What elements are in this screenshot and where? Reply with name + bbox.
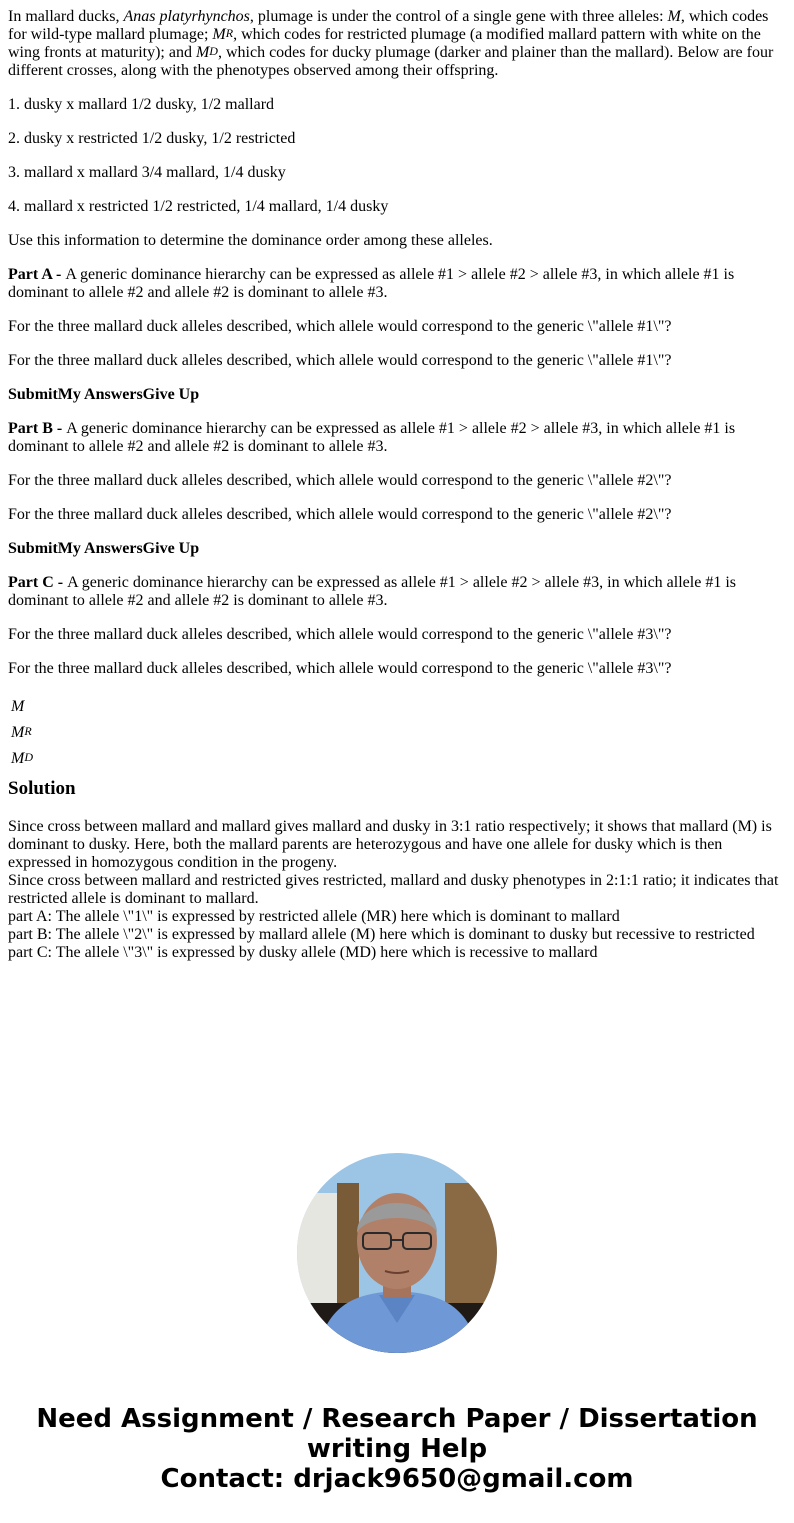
part-a-label: Part A - [8, 266, 66, 283]
solution-text [8, 818, 784, 962]
author-avatar [297, 1153, 497, 1353]
cross-2: 2. dusky x restricted 1/2 dusky, 1/2 restricted [8, 130, 296, 147]
allele-mr: $M^R$ [212, 26, 234, 43]
part-a-actions[interactable]: SubmitMy AnswersGive Up [8, 386, 200, 403]
footer-banner [0, 1404, 794, 1494]
answer-options [11, 694, 784, 772]
part-c-label: Part C - [8, 574, 68, 591]
part-a-question-repeat: For the three mallard duck alleles described, which allele would correspond to the generic \"allele #1\"? [8, 352, 672, 369]
document-body [8, 8, 784, 962]
solution-line: part C: The allele \"3\" is expressed by dusky allele (MD) here which is recessive to mallard [8, 944, 598, 961]
solution-line: part A: The allele \"1\" is expressed by restricted allele (MR) here which is dominant to mallard [8, 908, 620, 925]
use-info-text: Use this information to determine the dominance order among these alleles. [8, 232, 493, 249]
part-c-question: For the three mallard duck alleles described, which allele would correspond to the generic \"allele #3\"? [8, 626, 672, 643]
part-b-actions[interactable]: SubmitMy AnswersGive Up [8, 540, 200, 557]
part-b-intro: Part B - A generic dominance hierarchy can be expressed as allele #1 > allele #2 > allele #3, in which allele #1 is dominant to allele #2 and allele #2 is dominant to allele #3. [8, 420, 736, 455]
portrait-image [297, 1153, 497, 1353]
option-md[interactable]: $M^D$ [11, 750, 33, 767]
part-b-label: Part B - [8, 420, 67, 437]
cross-4: 4. mallard x restricted 1/2 restricted, 1/4 mallard, 1/4 dusky [8, 198, 389, 215]
allele-md: $M^D$ [195, 44, 218, 61]
solution-heading: Solution [8, 778, 76, 799]
footer-line: Need Assignment / Research Paper / Dissertation [36, 1404, 758, 1434]
part-c-question-repeat: For the three mallard duck alleles described, which allele would correspond to the generic \"allele #3\"? [8, 660, 672, 677]
intro-paragraph: In mallard ducks, Anas platyrhynchos, plumage is under the control of a single gene with three alleles: M, which codes for wild-type mallard plumage; $M^R$, which codes for restricted plumage (a modified mallard pattern with white on the wing fronts at maturity); and $M^D$, which codes for ducky plumage (darker and plainer than the mallard). Below are four different crosses, along with the phenotypes observed among their offspring. [8, 8, 774, 79]
footer-line: writing Help [306, 1434, 488, 1464]
option-mr[interactable]: $M^R$ [11, 724, 32, 741]
part-c-intro: Part C - A generic dominance hierarchy can be expressed as allele #1 > allele #2 > allele #3, in which allele #1 is dominant to allele #2 and allele #2 is dominant to allele #3. [8, 574, 736, 609]
part-a-question: For the three mallard duck alleles described, which allele would correspond to the generic \"allele #1\"? [8, 318, 672, 335]
cross-1: 1. dusky x mallard 1/2 dusky, 1/2 mallard [8, 96, 275, 113]
cross-3: 3. mallard x mallard 3/4 mallard, 1/4 dusky [8, 164, 286, 181]
allele-m: M [667, 8, 681, 25]
option-m[interactable]: M [11, 698, 25, 715]
part-b-question: For the three mallard duck alleles described, which allele would correspond to the generic \"allele #2\"? [8, 472, 672, 489]
solution-line: Since cross between mallard and restricted gives restricted, mallard and dusky phenotypes in 2:1:1 ratio; it indicates that restricted allele is dominant to mallard. [8, 872, 779, 907]
solution-line: part B: The allele \"2\" is expressed by mallard allele (M) here which is dominant to dusky but recessive to restricted [8, 926, 755, 943]
species-name: Anas platyrhynchos [123, 8, 250, 25]
footer-contact: Contact: drjack9650@gmail.com [160, 1464, 634, 1494]
part-b-question-repeat: For the three mallard duck alleles described, which allele would correspond to the generic \"allele #2\"? [8, 506, 672, 523]
solution-line: Since cross between mallard and mallard gives mallard and dusky in 3:1 ratio respectively; it shows that mallard (M) is dominant to dusky. Here, both the mallard parents are heterozygous and have one allele for dusky which is then expressed in homozygous condition in the progeny. [8, 818, 772, 871]
part-a-intro: Part A - A generic dominance hierarchy can be expressed as allele #1 > allele #2 > allele #3, in which allele #1 is dominant to allele #2 and allele #2 is dominant to allele #3. [8, 266, 735, 301]
